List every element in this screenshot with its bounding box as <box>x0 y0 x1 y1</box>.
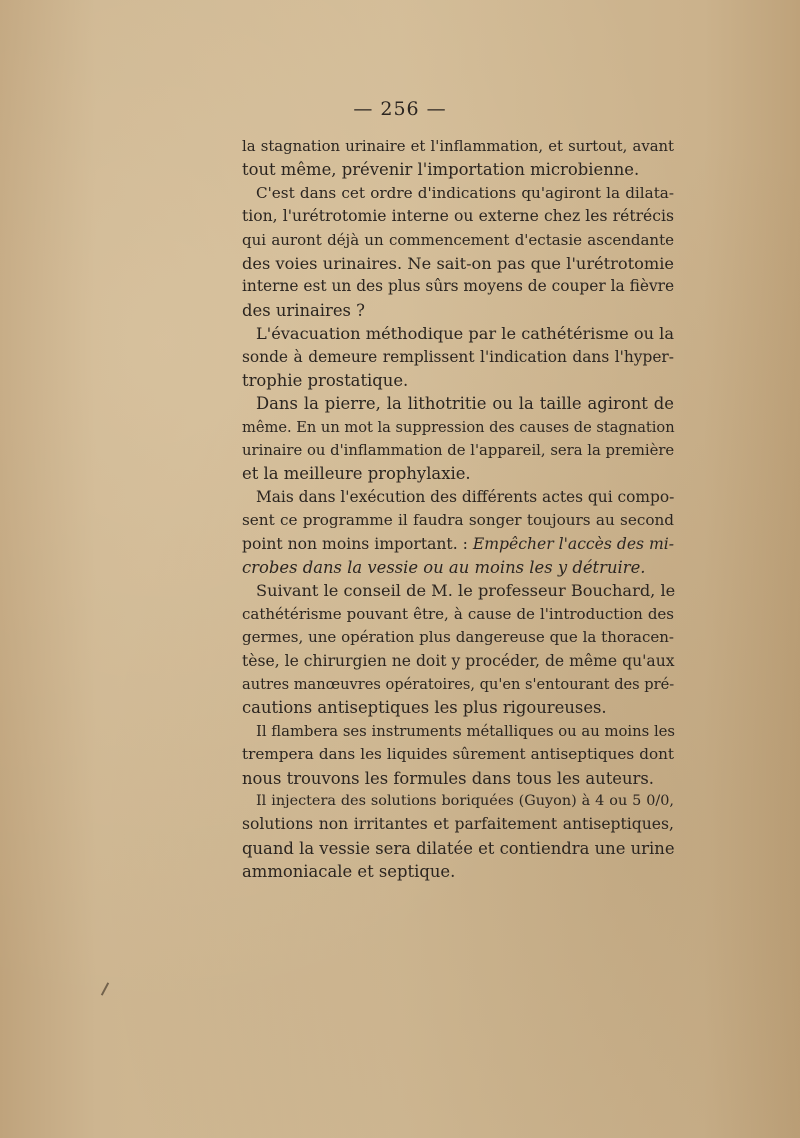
text-line-content: Mais dans l'exécution des différents actes qui compo- <box>256 487 675 506</box>
text-line <box>242 299 674 322</box>
text-line-italic: Empêcher l'accès des mi- <box>472 534 675 553</box>
text-line <box>242 533 674 556</box>
text-line <box>242 696 674 719</box>
text-line-content: et la meilleure prophylaxie. <box>242 464 471 484</box>
text-line-content: sonde à demeure remplissent l'indication dans l'hyper- <box>242 347 674 366</box>
text-line <box>242 369 674 392</box>
text-line-content: C'est dans cet ordre d'indications qu'agiront la dilata- <box>256 183 674 202</box>
text-line <box>242 860 674 883</box>
text-line-content: point non moins important. : <box>242 534 473 553</box>
text-line-content: urinaire ou d'inflammation de l'appareil, sera la première <box>242 442 675 460</box>
text-line <box>242 346 674 369</box>
text-line <box>242 509 674 532</box>
text-line-content: quand la vessie sera dilatée et contiendra une urine <box>242 838 675 858</box>
text-line-content: tout même, prévenir l'importation microbienne. <box>242 160 640 180</box>
text-line <box>242 603 674 626</box>
text-line <box>242 813 674 836</box>
text-line-content: qui auront déjà un commencement d'ectasie ascendante <box>242 230 674 249</box>
text-line-content: tèse, le chirurgien ne doit y procéder, de même qu'aux <box>242 651 675 670</box>
text-line <box>242 673 674 696</box>
text-line <box>242 579 674 602</box>
text-line <box>242 837 674 860</box>
text-line-content: germes, une opération plus dangereuse que la thoracen- <box>242 628 674 647</box>
text-line <box>242 556 674 579</box>
text-line <box>242 439 674 462</box>
text-line <box>242 743 674 766</box>
text-line <box>242 486 674 509</box>
text-line-content: interne est un des plus sûrs moyens de couper la fièvre <box>242 277 675 296</box>
text-line-content: cautions antiseptiques les plus rigoureuses. <box>242 698 607 718</box>
text-line-content: sent ce programme il faudra songer toujours au second <box>242 511 674 530</box>
text-line <box>242 790 674 813</box>
text-line <box>242 205 674 228</box>
text-line <box>242 720 674 743</box>
text-line <box>242 158 674 181</box>
text-line-content: même. En un mot la suppression des causes de stagnation <box>242 418 675 436</box>
text-line-content: Il flambera ses instruments métalliques ou au moins les <box>256 722 676 740</box>
text-line-content: ammoniacale et septique. <box>242 862 456 882</box>
text-line <box>242 650 674 673</box>
text-line-content: solutions non irritantes et parfaitement antiseptiques, <box>242 815 674 834</box>
text-line-content: autres manœuvres opératoires, qu'en s'entourant des pré- <box>242 675 675 693</box>
text-line-content: la stagnation urinaire et l'inflammation, et surtout, avant <box>242 138 674 155</box>
text-line <box>242 322 674 345</box>
text-line <box>242 135 674 158</box>
pencil-mark <box>101 982 109 995</box>
text-line-content: Dans la pierre, la lithotritie ou la taille agiront de <box>256 394 674 414</box>
text-line-content: Suivant le conseil de M. le professeur Bouchard, le <box>256 581 676 601</box>
text-line-italic: crobes dans la vessie ou au moins les y détruire. <box>242 558 646 578</box>
text-line-content: Il injectera des solutions boriquées (Guyon) à 4 ou 5 0/0, <box>256 792 674 809</box>
text-line-content: trophie prostatique. <box>242 370 409 390</box>
text-line <box>242 416 674 439</box>
text-line <box>242 275 674 298</box>
text-line <box>242 626 674 649</box>
text-line-content: trempera dans les liquides sûrement antiseptiques dont <box>242 745 674 764</box>
text-line <box>242 182 674 205</box>
page-number: — 256 — <box>353 98 447 120</box>
text-line <box>242 462 674 485</box>
text-line-content: L'évacuation méthodique par le cathétérisme ou la <box>256 324 674 344</box>
body-text <box>242 135 674 884</box>
text-line <box>242 229 674 252</box>
text-line-content: cathétérisme pouvant être, à cause de l'introduction des <box>242 604 674 623</box>
text-line <box>242 767 674 790</box>
text-line-content: des urinaires ? <box>242 300 365 320</box>
text-line-content: tion, l'urétrotomie interne ou externe chez les rétrécis <box>242 207 674 226</box>
text-line <box>242 392 674 415</box>
text-line-content: nous trouvons les formules dans tous les auteurs. <box>242 768 655 788</box>
text-line-content: des voies urinaires. Ne sait-on pas que l'urétrotomie <box>242 253 674 273</box>
text-line <box>242 252 674 275</box>
